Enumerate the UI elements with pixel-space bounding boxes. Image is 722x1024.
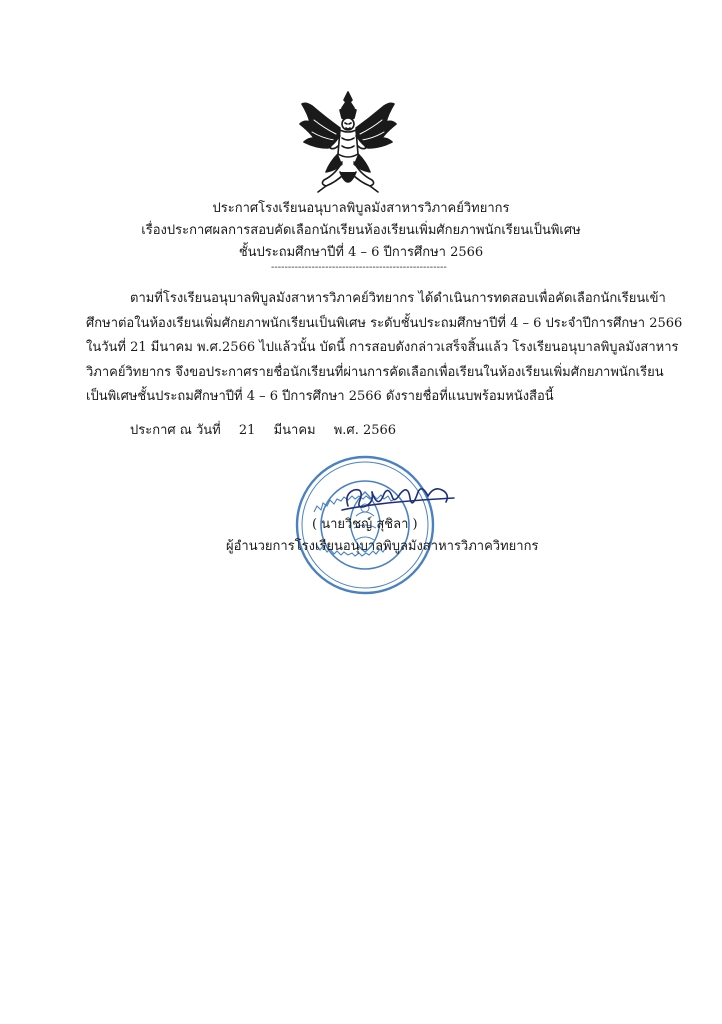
body-line: วิภาคย์วิทยากร จึงขอประกาศรายชื่อนักเรียนที่ผ่านการคัดเลือกเพื่อเรียนในห้องเรียนเพิ่มศักยภาพนักเรียน bbox=[86, 364, 664, 380]
body-line: ศึกษาต่อในห้องเรียนเพิ่มศักยภาพนักเรียนเป็นพิเศษ ระดับชั้นประถมศึกษาปีที่ 4 – 6 ประจำปีการศึกษา 2566 bbox=[86, 315, 683, 331]
heading-line-grade: ชั้นประถมศึกษาปีที่ 4 – 6 ปีการศึกษา 2566 bbox=[238, 245, 484, 260]
body-line: ในวันที่ 21 มีนาคม พ.ศ.2566 ไปแล้วนั้น บัดนี้ การสอบดังกล่าวเสร็จสิ้นแล้ว โรงเรียนอนุบาลพิบูลมังสาหาร bbox=[86, 340, 679, 355]
heading-line-subject: เรื่องประกาศผลการสอบคัดเลือกนักเรียนห้องเรียนเพิ่มศักยภาพนักเรียนเป็นพิเศษ bbox=[141, 223, 581, 238]
body-line: ตามที่โรงเรียนอนุบาลพิบูลมังสาหารวิภาคย์วิทยากร ได้ดำเนินการทดสอบเพื่อคัดเลือกนักเรียนเข้า bbox=[130, 291, 666, 306]
heading-line-school: ประกาศโรงเรียนอนุบาลพิบูลมังสาหารวิภาคย์วิทยากร bbox=[212, 201, 510, 216]
garuda-emblem-icon bbox=[296, 88, 400, 198]
body-line: เป็นพิเศษชั้นประถมศึกษาปีที่ 4 – 6 ปีการศึกษา 2566 ดังรายชื่อที่แนบพร้อมหนังสือนี้ bbox=[86, 389, 554, 404]
signer-title: ผู้อำนวยการโรงเรียนอนุบาลพิบูลมังสาหารวิภาควิทยากร bbox=[226, 539, 539, 554]
announce-day: 21 bbox=[238, 423, 256, 438]
signer-name: ( นายวิชญ์ สุชิลา ) bbox=[312, 517, 418, 532]
announce-year: พ.ศ. 2566 bbox=[333, 423, 397, 438]
announce-date bbox=[130, 419, 410, 440]
separator-rule: ---------------------------------------------------- bbox=[271, 262, 447, 273]
announce-prefix: ประกาศ ณ วันที่ bbox=[130, 423, 221, 438]
announcement-heading bbox=[0, 198, 722, 264]
announce-month: มีนาคม bbox=[273, 423, 316, 438]
announcement-body bbox=[86, 287, 683, 410]
